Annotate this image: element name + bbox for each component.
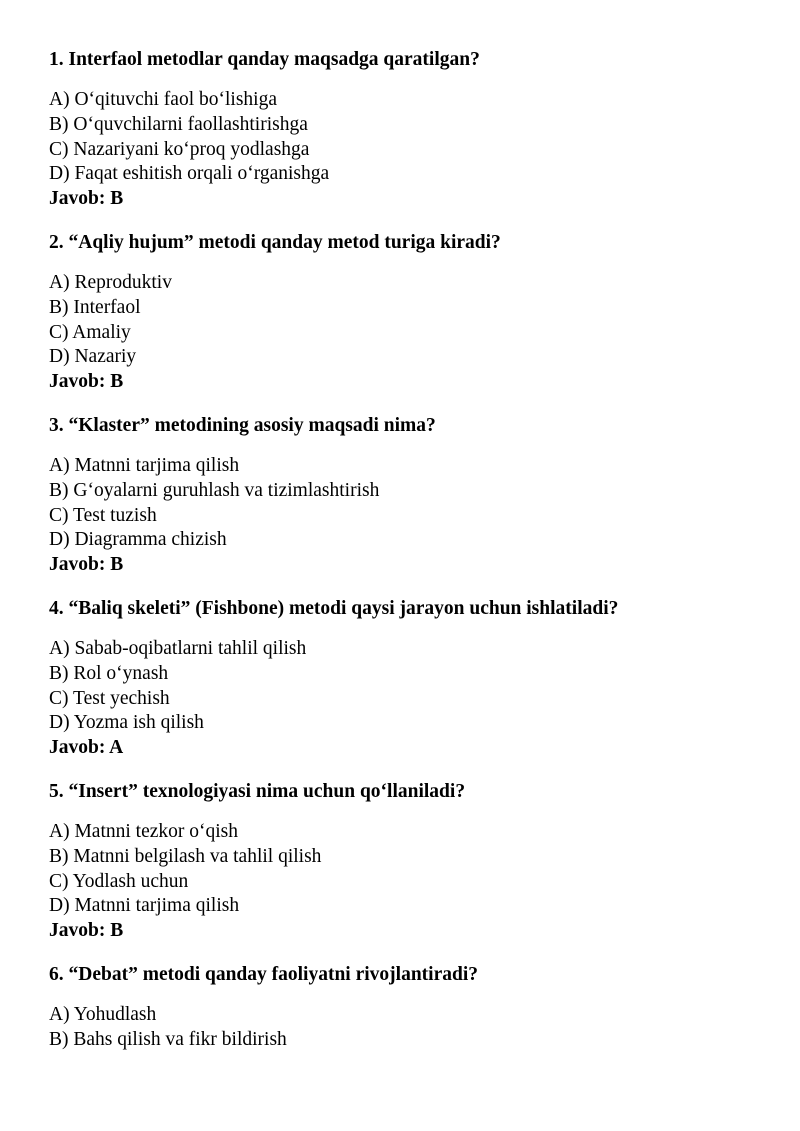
option-c: C) Nazariyani ko‘proq yodlashga [49, 138, 310, 160]
question-title: 6. “Debat” metodi qanday faoliyatni rivojlantiradi? [49, 963, 479, 985]
option-c: C) Yodlash uchun [49, 870, 189, 892]
question-title: 2. “Aqliy hujum” metodi qanday metod turiga kiradi? [49, 231, 501, 253]
question-title: 1. Interfaol metodlar qanday maqsadga qaratilgan? [49, 49, 480, 70]
question-4 [49, 596, 769, 761]
option-d: D) Diagramma chizish [49, 529, 227, 551]
option-a: A) Matnni tarjima qilish [49, 454, 240, 476]
option-a: A) Matnni tezkor o‘qish [49, 820, 239, 842]
option-d: D) Yozma ish qilish [49, 712, 204, 734]
question-title: 4. “Baliq skeleti” (Fishbone) metodi qaysi jarayon uchun ishlatiladi? [49, 597, 619, 619]
option-b: B) O‘quvchilarni faollashtirishga [49, 113, 308, 135]
document-page [49, 47, 769, 1071]
option-c: C) Test tuzish [49, 504, 157, 526]
answer-line: Javob: A [49, 737, 124, 759]
option-a: A) Yohudlash [49, 1003, 157, 1025]
question-title: 5. “Insert” texnologiyasi nima uchun qo‘llaniladi? [49, 780, 466, 802]
question-5 [49, 779, 769, 944]
option-d: D) Faqat eshitish orqali o‘rganishga [49, 163, 330, 185]
option-a: A) Sabab-oqibatlarni tahlil qilish [49, 637, 307, 659]
question-6 [49, 962, 769, 1053]
option-b: B) Matnni belgilash va tahlil qilish [49, 845, 322, 867]
option-d: D) Matnni tarjima qilish [49, 895, 240, 917]
answer-line: Javob: B [49, 920, 124, 942]
question-3 [49, 413, 769, 578]
option-b: B) Rol o‘ynash [49, 662, 169, 684]
option-b: B) G‘oyalarni guruhlash va tizimlashtirish [49, 479, 380, 501]
question-1 [49, 47, 769, 212]
option-b: B) Bahs qilish va fikr bildirish [49, 1028, 287, 1050]
option-a: A) Reproduktiv [49, 271, 172, 293]
option-a: A) O‘qituvchi faol bo‘lishiga [49, 89, 277, 110]
question-title: 3. “Klaster” metodining asosiy maqsadi nima? [49, 414, 436, 436]
answer-line: Javob: B [49, 188, 124, 210]
option-d: D) Nazariy [49, 346, 137, 368]
option-c: C) Test yechish [49, 687, 170, 709]
option-c: C) Amaliy [49, 321, 131, 343]
answer-line: Javob: B [49, 554, 124, 576]
question-2 [49, 230, 769, 395]
option-b: B) Interfaol [49, 296, 141, 318]
answer-line: Javob: B [49, 371, 124, 393]
